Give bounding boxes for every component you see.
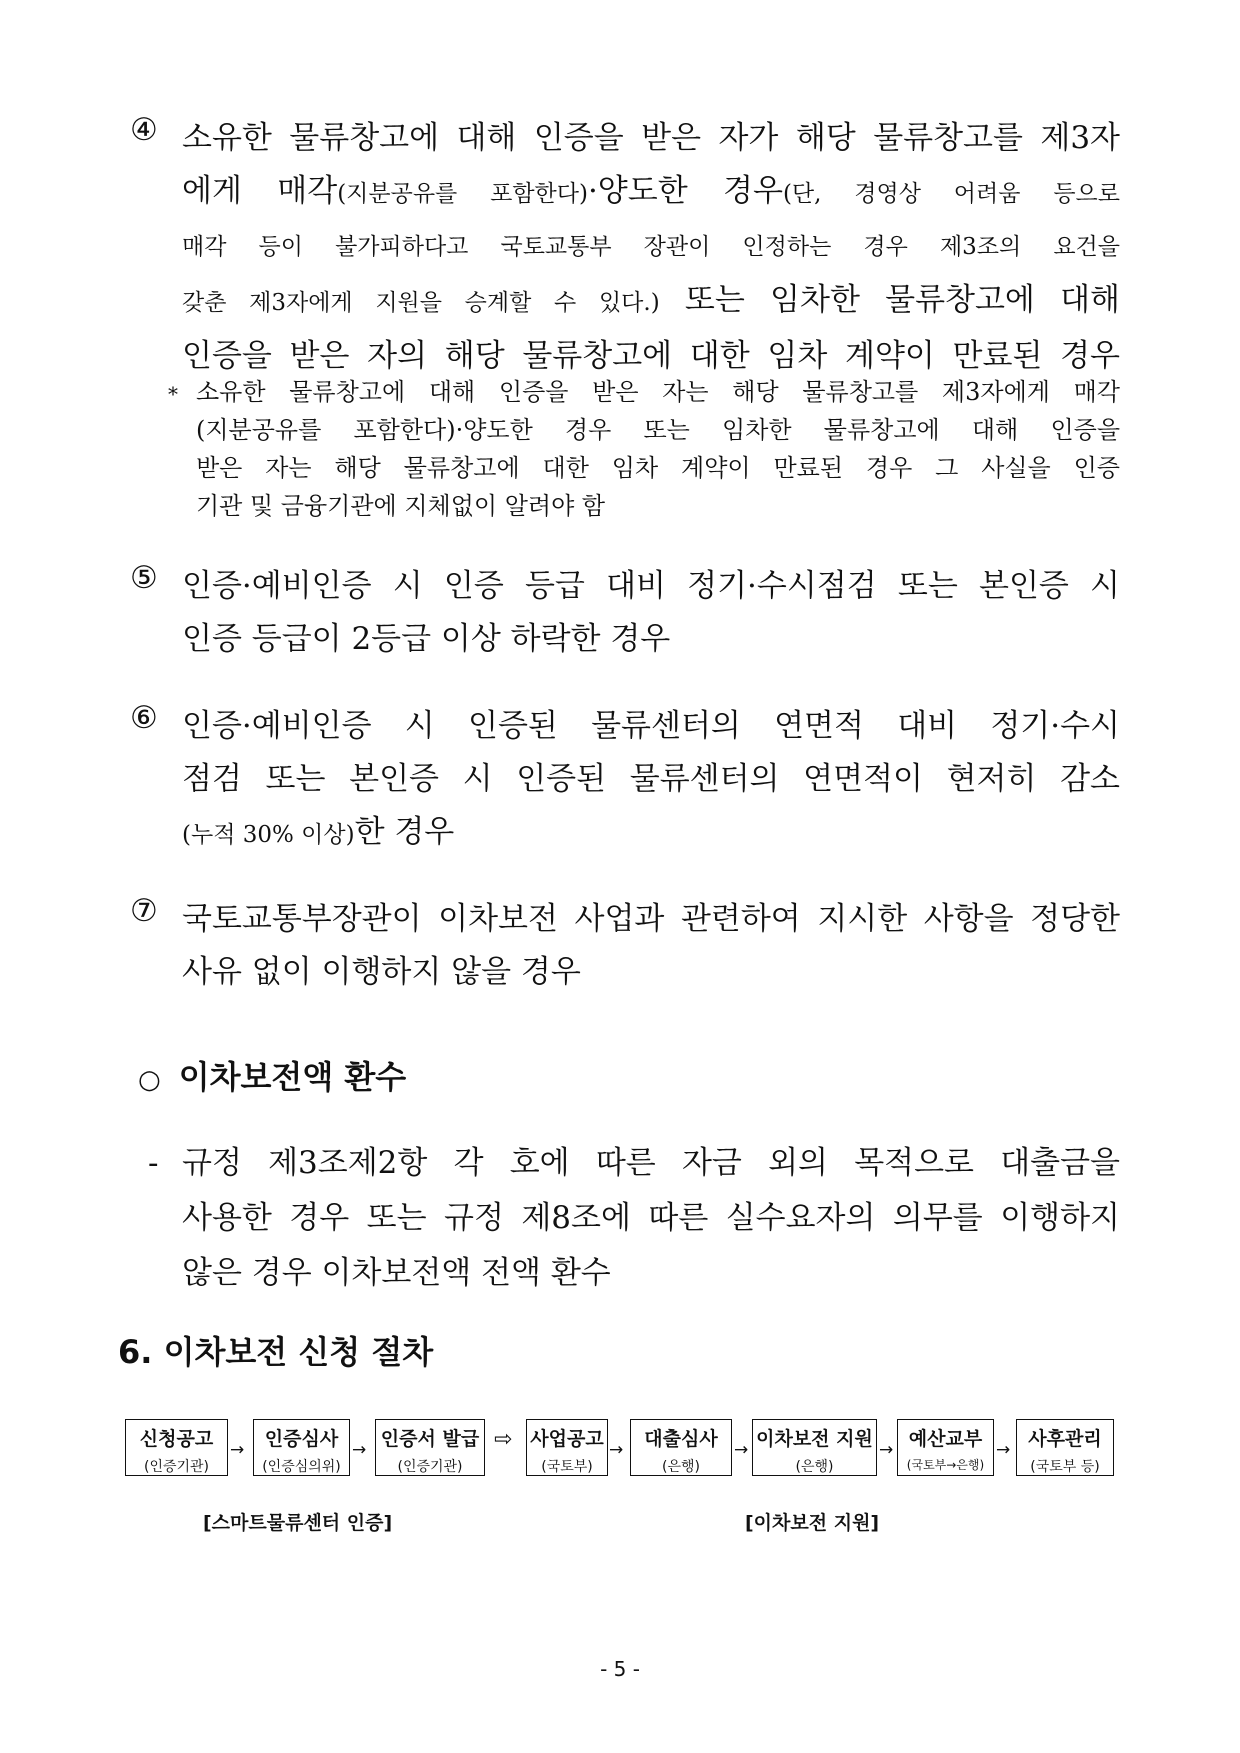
item-5 <box>130 560 1120 666</box>
circle-bullet-icon: ○ <box>138 1065 161 1095</box>
arrow-right-icon: → <box>609 1440 624 1460</box>
text-line: 소유한 물류창고에 대해 인증을 받은 자가 해당 물류창고를 제3자 <box>182 120 1120 156</box>
item-number: ⑤ <box>130 560 158 596</box>
caption-support-phase: [이차보전 지원] <box>745 1512 880 1534</box>
page-number: - 5 - <box>600 1657 640 1681</box>
text-line: 국토교통부장관이 이차보전 사업과 관련하여 지시한 사항을 정당한 <box>182 901 1120 937</box>
text-line: 인증·예비인증 시 인증된 물류센터의 연면적 대비 정기·수시 <box>182 708 1120 744</box>
note-line: 기관 및 금융기관에 지체없이 알려야 함 <box>196 492 606 520</box>
double-arrow-icon: ⇨ <box>494 1427 513 1452</box>
text-line: 점검 또는 본인증 시 인증된 물류센터의 연면적이 현저히 감소 <box>182 761 1120 797</box>
note-line: (지분공유를 포함한다)·양도한 경우 또는 임차한 물류창고에 대해 인증을 <box>196 416 1120 444</box>
flow-step-certificate-issuance: 인증서 발급 (인증기관) <box>375 1419 485 1476</box>
flow-step-application-notice: 신청공고 (인증기관) <box>125 1419 228 1476</box>
arrow-right-icon: → <box>879 1440 894 1460</box>
item-number: ④ <box>130 112 158 148</box>
arrow-right-icon: → <box>734 1440 749 1460</box>
dash-marker: - <box>148 1145 159 1181</box>
flow-step-certification-review: 인증심사 (인증심의위) <box>253 1419 350 1476</box>
flow-step-loan-review: 대출심사 (은행) <box>630 1419 732 1476</box>
subheading <box>138 1052 406 1098</box>
text-line: 규정 제3조제2항 각 호에 따른 자금 외의 목적으로 대출금을 <box>182 1145 1120 1181</box>
flow-step-budget-grant: 예산교부 (국토부→은행) <box>897 1419 994 1476</box>
text-line: 인증 등급이 2등급 이상 하락한 경우 <box>182 621 671 657</box>
note-line: 소유한 물류창고에 대해 인증을 받은 자는 해당 물류창고를 제3자에게 매각 <box>196 378 1120 406</box>
item-number: ⑦ <box>130 893 158 929</box>
item-number: ⑥ <box>130 700 158 736</box>
flow-step-project-notice: 사업공고 (국토부) <box>526 1419 608 1476</box>
item-6 <box>130 700 1120 862</box>
flow-step-post-management: 사후관리 (국토부 등) <box>1016 1419 1114 1476</box>
arrow-right-icon: → <box>352 1440 367 1460</box>
dash-paragraph <box>148 1136 1120 1301</box>
text-line: 사용한 경우 또는 규정 제8조에 따른 실수요자의 의무를 이행하지 <box>182 1200 1120 1236</box>
text-line: 인증·예비인증 시 인증 등급 대비 정기·수시점검 또는 본인증 시 <box>182 568 1120 604</box>
arrow-right-icon: → <box>230 1440 245 1460</box>
text-line: 갖춘 제3자에게 지원을 승계할 수 있다.) 또는 임차한 물류창고에 대해 <box>182 282 1120 318</box>
item-4 <box>130 112 1120 383</box>
caption-certification-phase: [스마트물류센터 인증] <box>203 1512 393 1534</box>
text-line: 에게 매각(지분공유를 포함한다)·양도한 경우(단, 경영상 어려움 등으로 <box>182 173 1120 209</box>
section-title: 6. 이차보전 신청 절차 <box>118 1333 434 1371</box>
footnote <box>168 373 1120 525</box>
flow-step-interest-support: 이차보전 지원 (은행) <box>752 1419 877 1476</box>
text-line: 사유 없이 이행하지 않을 경우 <box>182 954 581 990</box>
text-line: 인증을 받은 자의 해당 물류창고에 대한 임차 계약이 만료된 경우 <box>182 338 1120 374</box>
item-7 <box>130 893 1120 999</box>
text-line: 않은 경우 이차보전액 전액 환수 <box>182 1255 611 1291</box>
subheading-text: 이차보전액 환수 <box>178 1058 407 1096</box>
footnote-marker: * <box>168 382 178 406</box>
text-line: (누적 30% 이상)한 경우 <box>182 814 455 850</box>
arrow-right-icon: → <box>996 1440 1011 1460</box>
text-line: 매각 등이 불가피하다고 국토교통부 장관이 인정하는 경우 제3조의 요건을 <box>182 234 1120 260</box>
note-line: 받은 자는 해당 물류창고에 대한 임차 계약이 만료된 경우 그 사실을 인증 <box>196 454 1120 482</box>
